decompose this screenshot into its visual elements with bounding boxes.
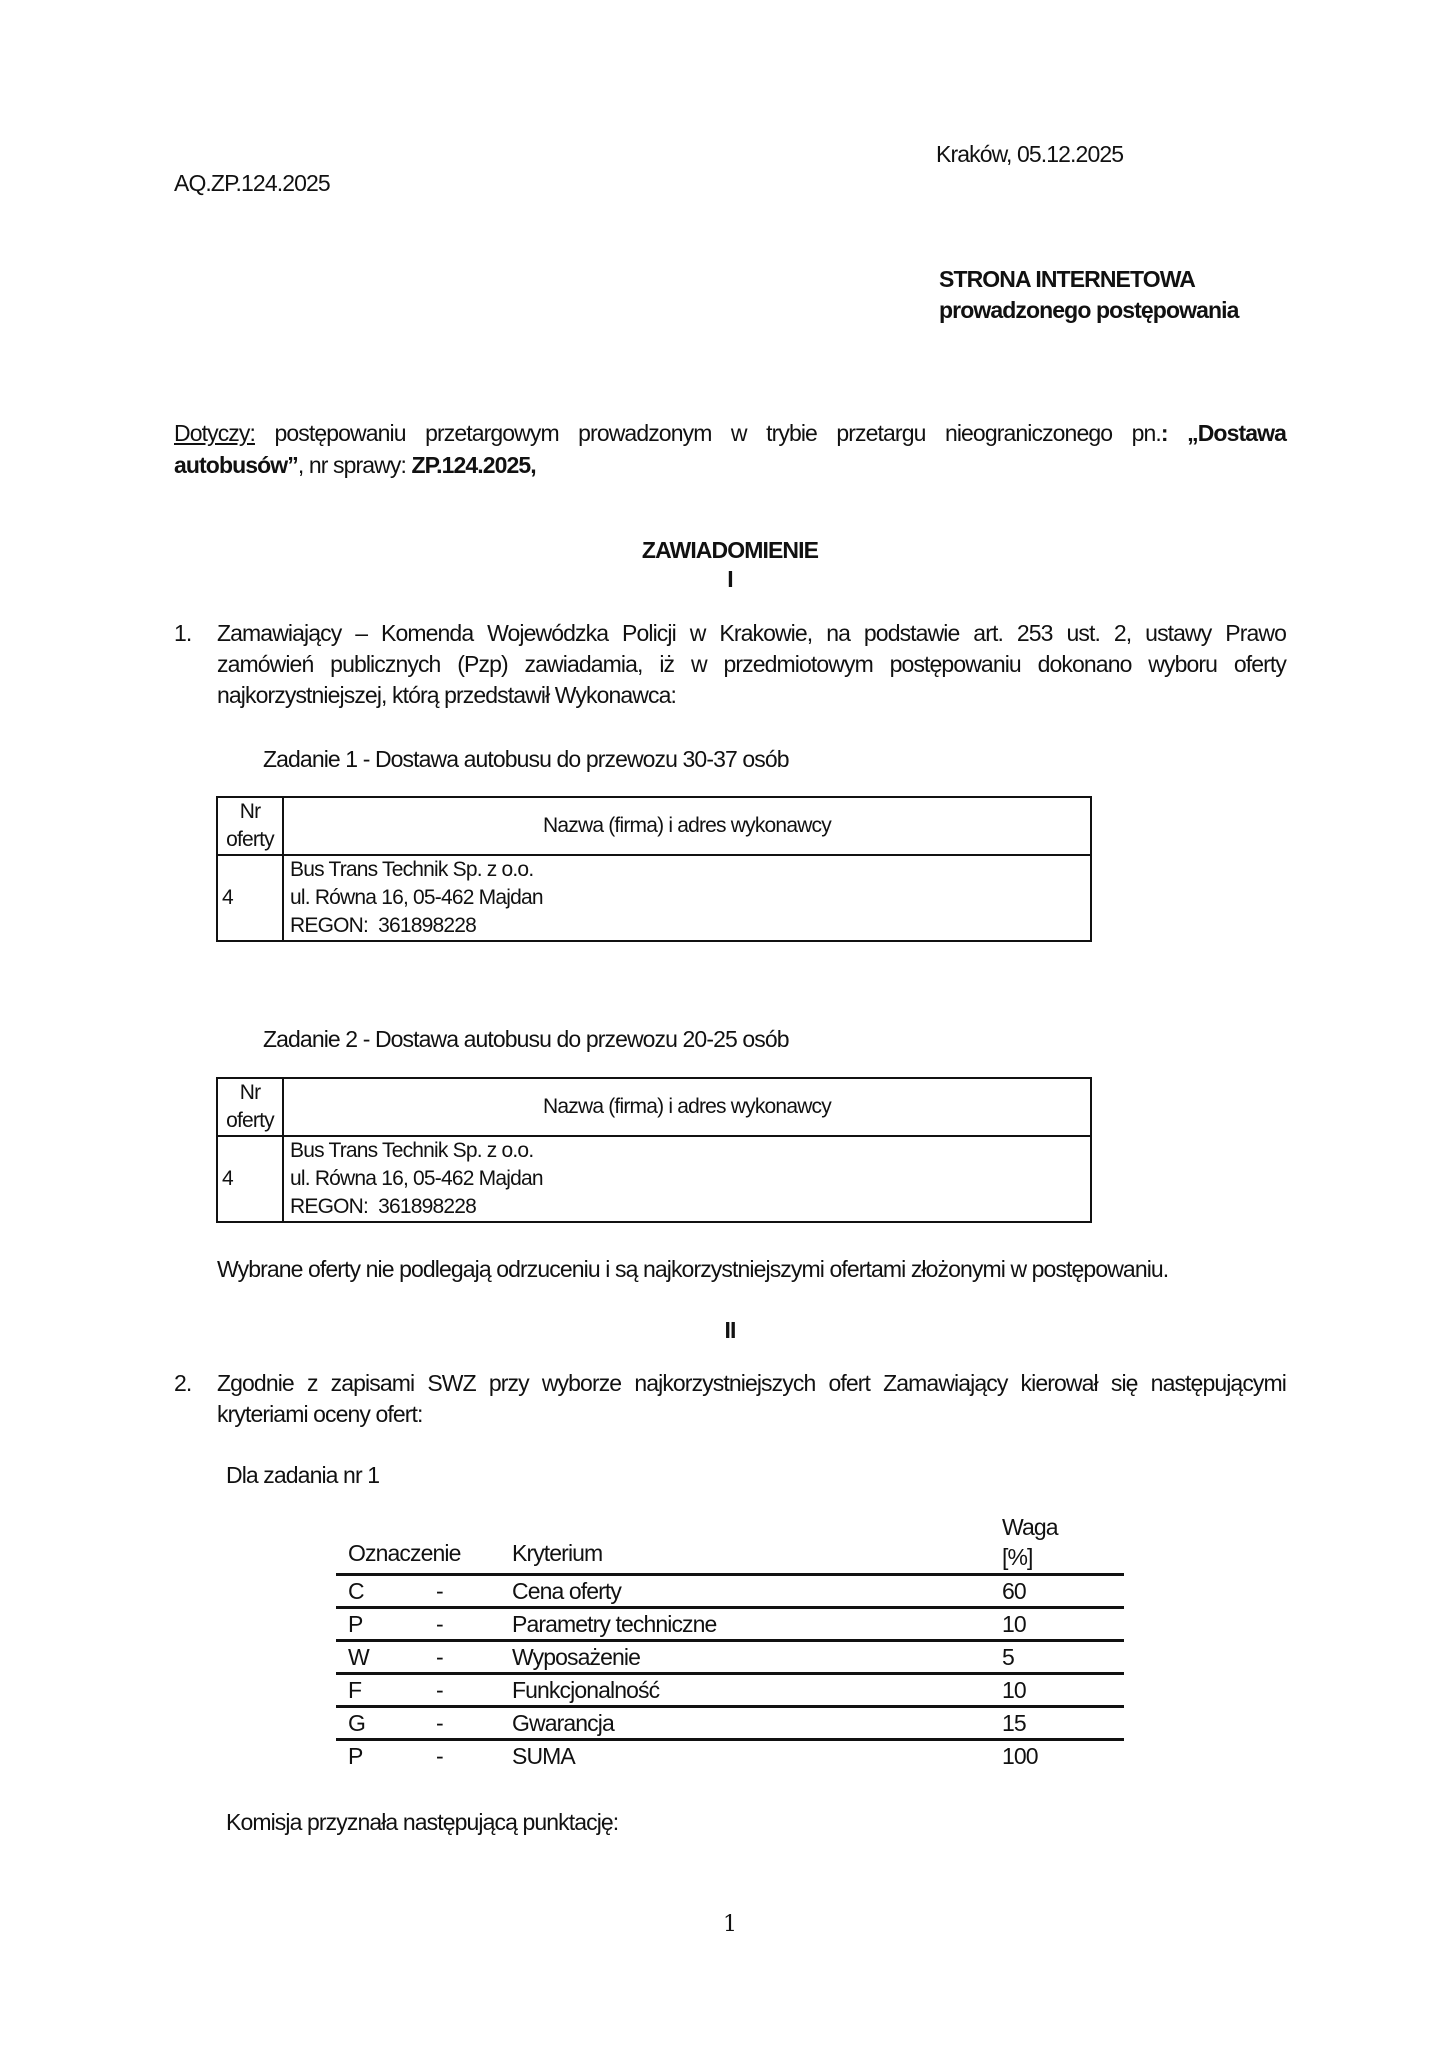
section-1-line: zamówień publicznych (Pzp) zawiadamia, iż w przedmiotowym postępowaniu dokonano wyboru oferty [217,651,1286,677]
offer-number-header-line2: oferty [226,828,274,851]
criteria-header-row [336,1512,1124,1575]
section-1-paragraph [217,618,1286,711]
criterion-name: Cena oferty [512,1575,1002,1608]
criterion-dash: - [436,1575,512,1608]
criterion-name: Wyposażenie [512,1641,1002,1674]
table-row [217,855,1091,941]
criterion-dash: - [436,1641,512,1674]
criterion-dash: - [436,1674,512,1707]
criteria-row [336,1674,1124,1707]
contractor-details [283,855,1091,941]
subject-case-number: ZP.124.2025, [411,452,536,478]
subject-line-1-text [174,418,1286,449]
contractor-header: Nazwa (firma) i adres wykonawcy [283,1078,1091,1136]
task-2-title: Zadanie 2 - Dostawa autobusu do przewozu 20-25 osób [263,1026,789,1052]
criterion-name: Gwarancja [512,1707,1002,1740]
criterion-weight: 5 [1002,1641,1124,1674]
addressee-line-2: prowadzonego postępowania [939,297,1239,323]
contractor-regon: REGON: 361898228 [290,914,477,937]
weight-header-line2: [%] [1002,1544,1033,1570]
subject-title-end: autobusów” [174,452,298,478]
offer-number-header [217,1078,283,1136]
criterion-dash: - [436,1608,512,1641]
contractor-regon: REGON: 361898228 [290,1195,477,1218]
offer-number-header-line2: oferty [226,1109,274,1132]
criterion-symbol: P [336,1608,436,1641]
section-2-roman: II [724,1317,736,1343]
section-2-line: Zgodnie z zapisami SWZ przy wyborze najkorzystniejszych ofert Zamawiający kierował się następującymi [217,1370,1286,1396]
section-2-number: 2. [174,1370,192,1396]
criterion-name: Parametry techniczne [512,1608,1002,1641]
criterion-symbol: C [336,1575,436,1608]
task-2-offer-table [216,1077,1092,1223]
criterion-symbol: P [348,1743,363,1769]
subject-text: postępowaniu przetargowym prowadzonym w trybie przetargu nieograniczonego pn. [254,420,1161,446]
section-1-closing: Wybrane oferty nie podlegają odrzuceniu i są najkorzystniejszymi ofertami złożonymi w postępowaniu. [217,1256,1169,1282]
contractor-details [283,1136,1091,1222]
subject-case-label: , nr sprawy: [297,452,412,478]
contractor-address: ul. Równa 16, 05-462 Majdan [290,886,543,909]
criteria-row-total [336,1740,1124,1772]
subject-title-start: „Dostawa [1187,420,1286,446]
document-title: ZAWIADOMIENIE [641,537,819,563]
offer-number: 4 [217,855,283,941]
scoring-intro: Komisja przyznała następującą punktację: [226,1809,619,1835]
criterion-weight: 15 [1002,1707,1124,1740]
page-number: 1 [723,1912,737,1937]
criterion-weight: 60 [1002,1575,1124,1608]
task-1-offer-table [216,796,1092,942]
criterion-symbol: G [336,1707,436,1740]
table-row [217,1136,1091,1222]
section-1-number: 1. [174,620,192,646]
task-label: Dla zadania nr 1 [226,1462,380,1488]
subject-line-1 [174,418,1286,449]
subject-line-2 [174,450,536,481]
contractor-address: ul. Równa 16, 05-462 Majdan [290,1167,543,1190]
criteria-row [336,1575,1124,1608]
section-2-line: kryteriami oceny ofert: [217,1401,423,1427]
offer-number-header [217,797,283,855]
section-1-line: Zamawiający – Komenda Wojewódzka Policji w Krakowie, na podstawie art. 253 ust. 2, ustawy Prawo [217,620,1286,646]
criterion-header: Kryterium [512,1512,1002,1575]
criteria-row [336,1641,1124,1674]
offer-number-header-line1: Nr [239,800,261,823]
criterion-weight: 10 [1002,1608,1124,1641]
offer-number: 4 [217,1136,283,1222]
criterion-name: Funkcjonalność [512,1674,1002,1707]
contractor-header: Nazwa (firma) i adres wykonawcy [283,797,1091,855]
section-1-roman: I [727,566,733,592]
criteria-table [336,1512,1124,1771]
reference-number: AQ.ZP.124.2025 [174,170,330,196]
criteria-row [336,1608,1124,1641]
contractor-name: Bus Trans Technik Sp. z o.o. [290,858,534,881]
criterion-dash: - [436,1743,443,1769]
table-header-row [217,1078,1091,1136]
offer-number-header-line1: Nr [239,1081,261,1104]
task-1-title: Zadanie 1 - Dostawa autobusu do przewozu 30-37 osób [263,746,789,772]
weight-header-line1: Waga [1002,1514,1058,1540]
weight-header [1002,1512,1124,1575]
subject-label: Dotyczy: [174,420,255,446]
place-date: Kraków, 05.12.2025 [936,141,1124,167]
subject-colon: : [1160,420,1188,446]
contractor-name: Bus Trans Technik Sp. z o.o. [290,1139,534,1162]
table-header-row [217,797,1091,855]
criteria-row [336,1707,1124,1740]
criterion-symbol: W [336,1641,436,1674]
criterion-name: SUMA [512,1743,575,1769]
criterion-weight: 100 [1002,1743,1038,1769]
symbol-header: Oznaczenie [336,1512,512,1575]
criterion-dash: - [436,1707,512,1740]
section-1-line: najkorzystniejszej, którą przedstawił Wykonawca: [217,682,676,708]
section-2-paragraph [217,1368,1286,1430]
criterion-weight: 10 [1002,1674,1124,1707]
addressee-line-1: STRONA INTERNETOWA [939,266,1195,292]
criterion-symbol: F [336,1674,436,1707]
